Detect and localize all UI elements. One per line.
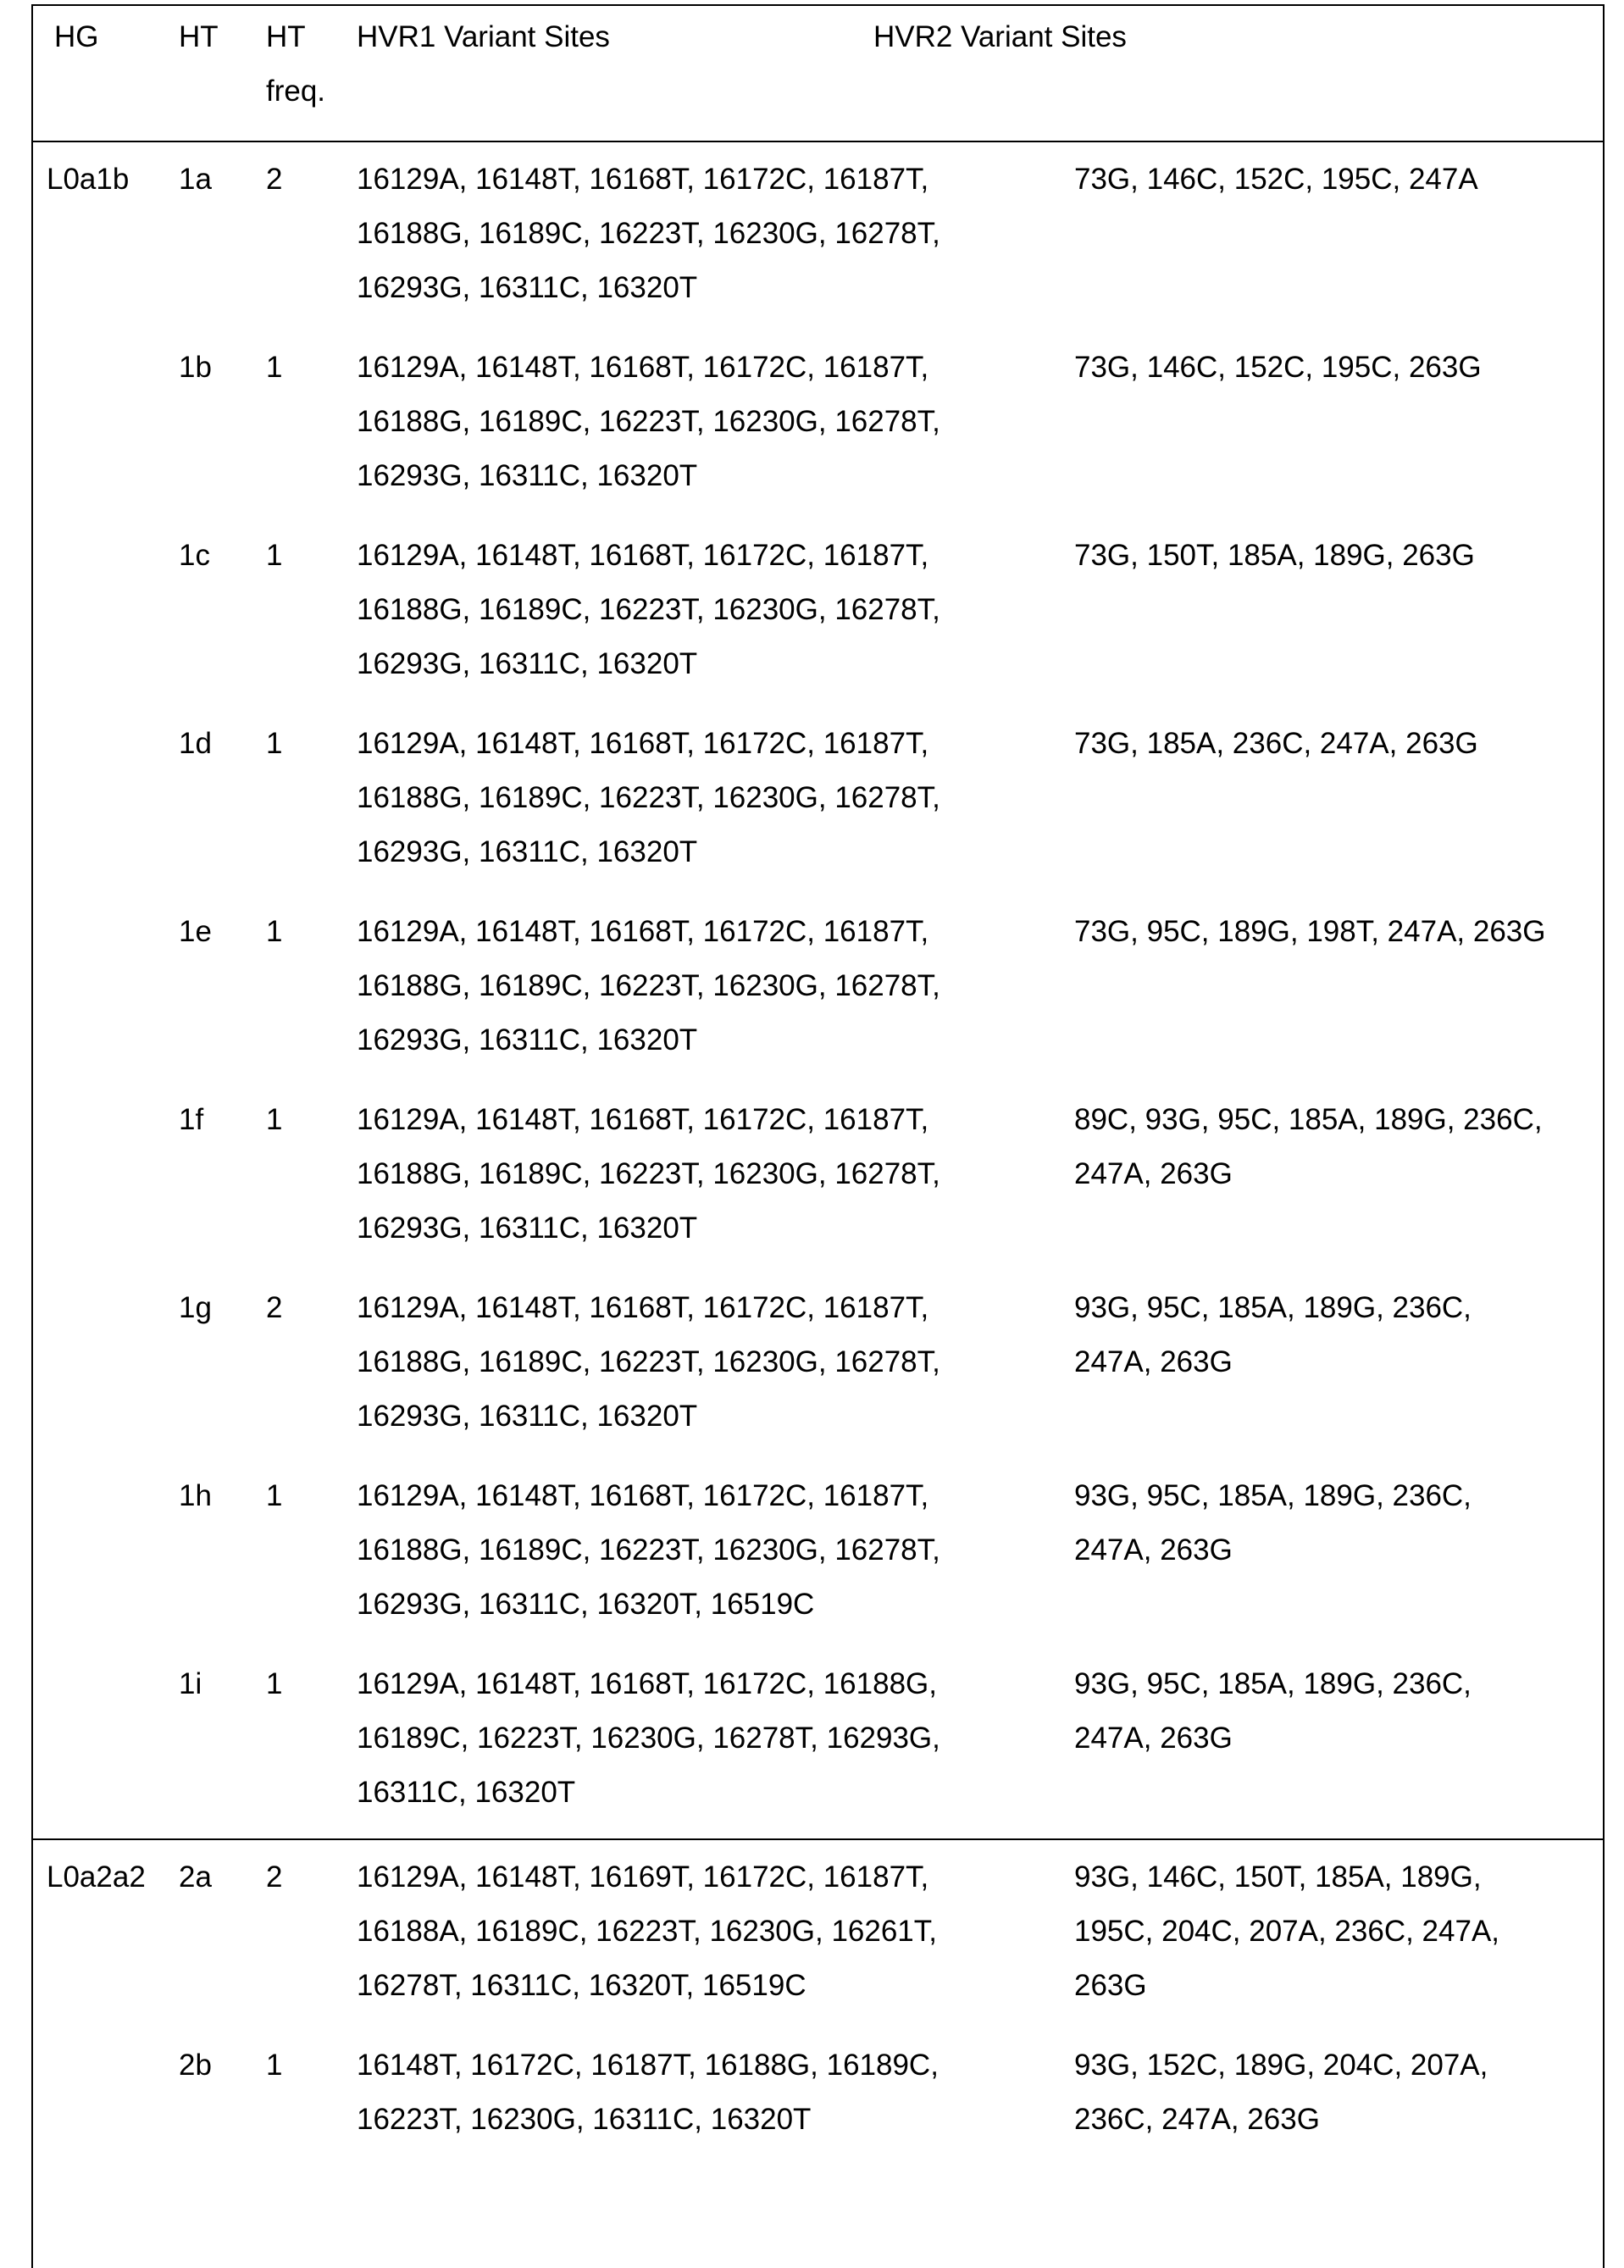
haplotype-id: 2b bbox=[179, 2049, 212, 2082]
hvr1-variant-line: 16129A, 16148T, 16168T, 16172C, 16187T, bbox=[357, 1479, 929, 1512]
haplotype-id: 1b bbox=[179, 351, 212, 384]
haplotype-frequency: 1 bbox=[266, 1479, 283, 1512]
hvr1-variant-line: 16223T, 16230G, 16311C, 16320T bbox=[357, 2103, 812, 2136]
hvr1-variant-line: 16293G, 16311C, 16320T bbox=[357, 271, 698, 304]
hvr2-variant-line: 236C, 247A, 263G bbox=[1074, 2103, 1320, 2136]
haplotype-frequency: 1 bbox=[266, 1667, 283, 1700]
hvr1-variant-line: 16188G, 16189C, 16223T, 16230G, 16278T, bbox=[357, 781, 940, 814]
header-divider bbox=[31, 141, 1605, 142]
hvr2-variant-line: 263G bbox=[1074, 1969, 1147, 2002]
hvr1-variant-line: 16311C, 16320T bbox=[357, 1776, 576, 1809]
hvr1-variant-line: 16188G, 16189C, 16223T, 16230G, 16278T, bbox=[357, 217, 940, 250]
haplotype-id: 1c bbox=[179, 539, 210, 572]
haplotype-id: 1i bbox=[179, 1667, 202, 1700]
hvr2-variant-line: 247A, 263G bbox=[1074, 1722, 1233, 1755]
hvr1-variant-line: 16278T, 16311C, 16320T, 16519C bbox=[357, 1969, 806, 2002]
hvr1-variant-line: 16188A, 16189C, 16223T, 16230G, 16261T, bbox=[357, 1915, 937, 1948]
haplotype-frequency: 1 bbox=[266, 1103, 283, 1136]
hvr1-variant-line: 16188G, 16189C, 16223T, 16230G, 16278T, bbox=[357, 1533, 940, 1567]
header-ht-freq-line2: freq. bbox=[266, 75, 326, 108]
haplotype-frequency: 2 bbox=[266, 1291, 283, 1324]
hvr1-variant-line: 16129A, 16148T, 16168T, 16172C, 16187T, bbox=[357, 915, 929, 948]
hvr1-variant-line: 16293G, 16311C, 16320T bbox=[357, 1023, 698, 1056]
hvr1-variant-line: 16148T, 16172C, 16187T, 16188G, 16189C, bbox=[357, 2049, 939, 2082]
hvr2-variant-line: 93G, 95C, 185A, 189G, 236C, bbox=[1074, 1667, 1472, 1700]
hvr2-variant-line: 93G, 146C, 150T, 185A, 189G, bbox=[1074, 1860, 1482, 1894]
hvr1-variant-line: 16293G, 16311C, 16320T bbox=[357, 1400, 698, 1433]
haplotype-frequency: 1 bbox=[266, 539, 283, 572]
hvr2-variant-line: 89C, 93G, 95C, 185A, 189G, 236C, bbox=[1074, 1103, 1543, 1136]
hvr1-variant-line: 16129A, 16148T, 16168T, 16172C, 16187T, bbox=[357, 351, 929, 384]
haplotype-frequency: 1 bbox=[266, 2049, 283, 2082]
header-hvr1: HVR1 Variant Sites bbox=[357, 20, 610, 53]
hvr1-variant-line: 16129A, 16148T, 16168T, 16172C, 16187T, bbox=[357, 1103, 929, 1136]
haplotype-frequency: 1 bbox=[266, 351, 283, 384]
hvr2-variant-line: 73G, 146C, 152C, 195C, 263G bbox=[1074, 351, 1482, 384]
hvr1-variant-line: 16293G, 16311C, 16320T bbox=[357, 835, 698, 868]
hvr2-variant-line: 93G, 95C, 185A, 189G, 236C, bbox=[1074, 1479, 1472, 1512]
hvr2-variant-line: 73G, 95C, 189G, 198T, 247A, 263G bbox=[1074, 915, 1546, 948]
haplotype-id: 1a bbox=[179, 163, 212, 196]
hvr1-variant-line: 16293G, 16311C, 16320T, 16519C bbox=[357, 1588, 815, 1621]
hvr2-variant-line: 73G, 150T, 185A, 189G, 263G bbox=[1074, 539, 1475, 572]
haplotype-frequency: 1 bbox=[266, 727, 283, 760]
header-ht-freq-line1: HT bbox=[266, 20, 306, 53]
hvr2-variant-line: 93G, 95C, 185A, 189G, 236C, bbox=[1074, 1291, 1472, 1324]
hvr1-variant-line: 16293G, 16311C, 16320T bbox=[357, 1212, 698, 1245]
header-hvr2: HVR2 Variant Sites bbox=[873, 20, 1127, 53]
hvr2-variant-line: 73G, 146C, 152C, 195C, 247A bbox=[1074, 163, 1478, 196]
hvr2-variant-line: 247A, 263G bbox=[1074, 1157, 1233, 1190]
haplotype-id: 1e bbox=[179, 915, 212, 948]
haplotype-frequency: 1 bbox=[266, 915, 283, 948]
hvr1-variant-line: 16293G, 16311C, 16320T bbox=[357, 459, 698, 492]
hvr1-variant-line: 16188G, 16189C, 16223T, 16230G, 16278T, bbox=[357, 969, 940, 1002]
hvr1-variant-line: 16188G, 16189C, 16223T, 16230G, 16278T, bbox=[357, 1345, 940, 1378]
hvr1-variant-line: 16188G, 16189C, 16223T, 16230G, 16278T, bbox=[357, 1157, 940, 1190]
hvr2-variant-line: 247A, 263G bbox=[1074, 1345, 1233, 1378]
hvr1-variant-line: 16129A, 16148T, 16168T, 16172C, 16188G, bbox=[357, 1667, 937, 1700]
haplotype-id: 1f bbox=[179, 1103, 204, 1136]
haplotype-frequency: 2 bbox=[266, 1860, 283, 1894]
group-divider bbox=[31, 1838, 1605, 1840]
hvr2-variant-line: 93G, 152C, 189G, 204C, 207A, bbox=[1074, 2049, 1488, 2082]
haplotype-id: 2a bbox=[179, 1860, 212, 1894]
hvr1-variant-line: 16188G, 16189C, 16223T, 16230G, 16278T, bbox=[357, 593, 940, 626]
haplotype-id: 1g bbox=[179, 1291, 212, 1324]
hvr1-variant-line: 16129A, 16148T, 16169T, 16172C, 16187T, bbox=[357, 1860, 929, 1894]
haplotype-id: 1d bbox=[179, 727, 212, 760]
header-ht: HT bbox=[179, 20, 219, 53]
hvr2-variant-line: 247A, 263G bbox=[1074, 1533, 1233, 1567]
haplogroup-label: L0a1b bbox=[47, 163, 130, 196]
header-hg: HG bbox=[54, 20, 99, 53]
hvr1-variant-line: 16189C, 16223T, 16230G, 16278T, 16293G, bbox=[357, 1722, 940, 1755]
hvr1-variant-line: 16129A, 16148T, 16168T, 16172C, 16187T, bbox=[357, 727, 929, 760]
hvr1-variant-line: 16129A, 16148T, 16168T, 16172C, 16187T, bbox=[357, 1291, 929, 1324]
hvr1-variant-line: 16129A, 16148T, 16168T, 16172C, 16187T, bbox=[357, 163, 929, 196]
haplogroup-label: L0a2a2 bbox=[47, 1860, 146, 1894]
hvr2-variant-line: 73G, 185A, 236C, 247A, 263G bbox=[1074, 727, 1478, 760]
haplotype-frequency: 2 bbox=[266, 163, 283, 196]
hvr1-variant-line: 16188G, 16189C, 16223T, 16230G, 16278T, bbox=[357, 405, 940, 438]
hvr2-variant-line: 195C, 204C, 207A, 236C, 247A, bbox=[1074, 1915, 1500, 1948]
hvr1-variant-line: 16129A, 16148T, 16168T, 16172C, 16187T, bbox=[357, 539, 929, 572]
hvr1-variant-line: 16293G, 16311C, 16320T bbox=[357, 647, 698, 680]
haplotype-id: 1h bbox=[179, 1479, 212, 1512]
